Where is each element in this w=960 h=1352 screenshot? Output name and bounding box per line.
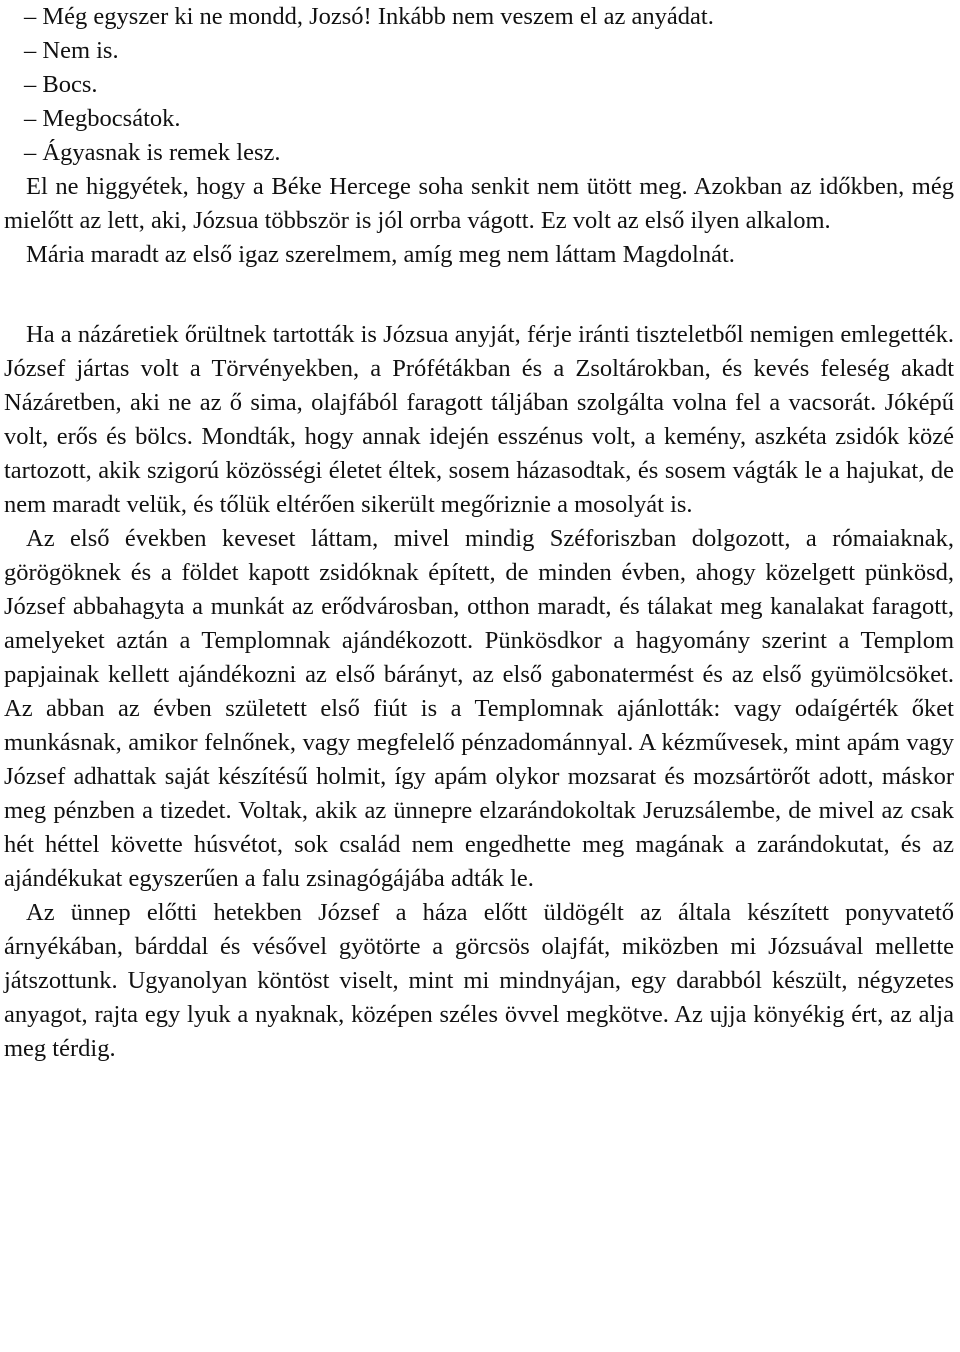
paragraph: Mária maradt az első igaz szerelmem, amíg meg nem láttam Magdolnát. [26, 241, 735, 268]
dialogue-line: – Még egyszer ki ne mondd, Jozsó! Inkább nem veszem el az anyádat. [24, 3, 714, 30]
dialogue-line: – Megbocsátok. [24, 105, 181, 132]
dialogue-line: – Bocs. [24, 71, 98, 98]
paragraph: Az első években keveset láttam, mivel mindig Széforiszban dolgozott, a rómaiaknak, görögöknek és a földet kapott zsidóknak épített, de minden évben, ahogy közelgett pünkösd, József abbahagyta a munkát az erődvárosban, otthon maradt, és tálakat meg kanalakat faragott, amelyeket aztán a Templomnak ajándékozott. Pünkösdkor a hagyomány szerint a Templom papjainak kellett ajándékozni az első bárányt, az első gabonatermést és az első gyümölcsöket. Az abban az évben született első fiút is a Templomnak ajánlották: vagy odaígérték őket munkásnak, amikor felnőnek, vagy megfelelő pénzadománnyal. A kézművesek, mint apám vagy József adhattak saját készítésű holmit, így apám olykor mozsarat és mozsártörőt adott, máskor meg pénzben a tizedet. Voltak, akik az ünnepre elzarándokoltak Jeruzsálembe, de mivel az csak hét héttel követte húsvétot, sok család nem engedhette meg magának a zarándokutat, és az ajándékukat egyszerűen a falu zsinagógájába adták le. [4, 525, 954, 892]
paragraph: Ha a názáretiek őrültnek tartották is Józsua anyját, férje iránti tiszteletből nemigen emlegették. József jártas volt a Törvényekben, a Prófétákban és a Zsoltárokban, és kevés feleség akadt Názáretben, aki ne az ő sima, olajfából faragott táljában szolgálta volna fel a vacsorát. Jóképű volt, erős és bölcs. Mondták, hogy annak idején esszénus volt, a kemény, aszkéta zsidók közé tartozott, akik szigorú közösségi életet éltek, sosem házasodtak, és sosem vágták le a hajukat, de nem maradt velük, és tőlük eltérően sikerült megőriznie a mosolyát is. [4, 321, 954, 518]
dialogue-line: – Nem is. [24, 37, 119, 64]
section-break [4, 272, 954, 318]
paragraph: El ne higgyétek, hogy a Béke Hercege soha senkit nem ütött meg. Azokban az időkben, még mielőtt az lett, aki, Józsua többször is jól orrba vágott. Ez volt az első ilyen alkalom. [4, 173, 954, 234]
paragraph: Az ünnep előtti hetekben József a háza előtt üldögélt az általa készített ponyvatető árnyékában, bárddal és vésővel gyötörte a görcsös olajfát, miközben mi Józsuával mellette játszottunk. Ugyanolyan köntöst viselt, mint mi mindnyájan, egy darabból készült, négyzetes anyagot, rajta egy lyuk a nyaknak, középen széles övvel megkötve. Az ujja könyékig ért, az alja meg térdig. [4, 899, 954, 1062]
dialogue-line: – Ágyasnak is remek lesz. [24, 139, 281, 166]
document-page [4, 0, 954, 1066]
